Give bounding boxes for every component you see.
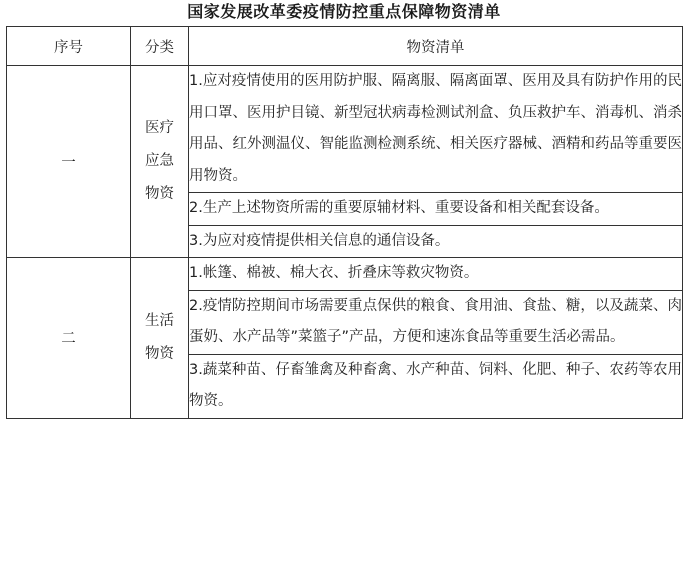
materials-table [6,26,683,419]
group-category: 医疗应急物资 [145,120,174,202]
group-category-cell [131,258,189,419]
material-item: 3.为应对疫情提供相关信息的通信设备。 [189,225,683,258]
table-row [7,66,683,193]
material-item: 1.应对疫情使用的医用防护服、隔离服、隔离面罩、医用及具有防护作用的民用口罩、医用护目镜、新型冠状病毒检测试剂盒、负压救护车、消毒机、消杀用品、红外测温仪、智能监测检测系统、相关医疗器械、酒精和药品等重要医用物资。 [189,66,683,193]
material-item: 1.帐篷、棉被、棉大衣、折叠床等救灾物资。 [189,258,683,291]
group-seq: 二 [7,258,131,419]
header-category: 分类 [131,27,189,66]
header-seq: 序号 [7,27,131,66]
group-seq: 一 [7,66,131,258]
material-item: 2.疫情防控期间市场需要重点保供的粮食、食用油、食盐、糖，以及蔬菜、肉蛋奶、水产品等”菜篮子”产品，方便和速冻食品等重要生活必需品。 [189,290,683,354]
group-category: 生活物资 [145,312,174,362]
header-materials: 物资清单 [189,27,683,66]
material-item: 3.蔬菜种苗、仔畜雏禽及种畜禽、水产种苗、饲料、化肥、种子、农药等农用物资。 [189,354,683,418]
group-category-cell [131,66,189,258]
material-item: 2.生产上述物资所需的重要原辅材料、重要设备和相关配套设备。 [189,193,683,226]
document-title: 国家发展改革委疫情防控重点保障物资清单 [187,2,501,21]
table-row [7,258,683,291]
table-header-row [7,27,683,66]
